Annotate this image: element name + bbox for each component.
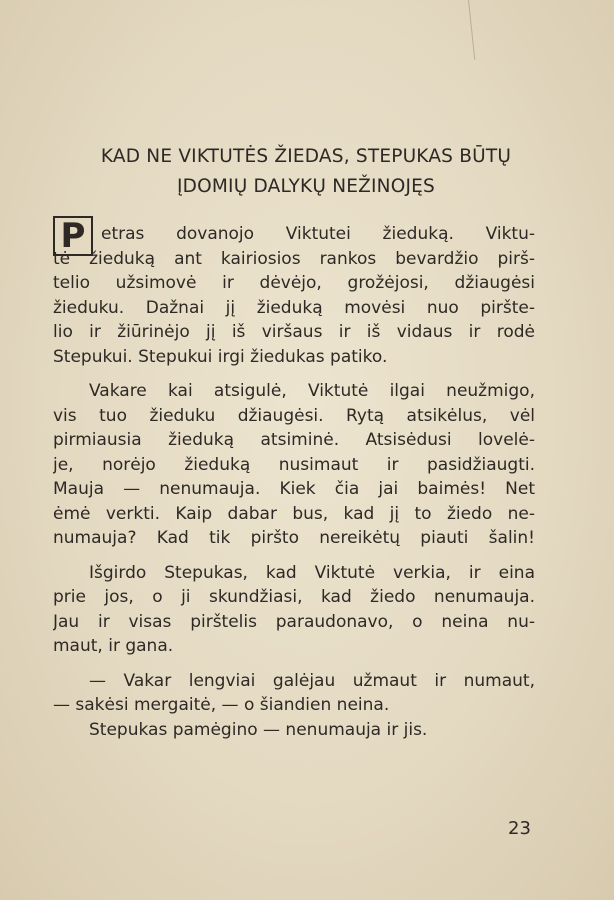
chapter-title (56, 142, 556, 202)
text-line: Jau ir visas pirštelis paraudonavo, o neina nu- (53, 611, 535, 632)
body-text (53, 216, 535, 742)
text-line: numauja? Kad tik piršto nereikėtų piauti šalin! (53, 528, 535, 548)
page-number: 23 (508, 818, 531, 839)
text-line: je, norėjo žieduką nusimaut ir pasidžiaugti. (53, 454, 535, 475)
chapter-title-line-2: ĮDOMIŲ DALYKŲ NEŽINOJĘS (177, 176, 435, 197)
page-crease (468, 0, 475, 60)
text-line: ėmė verkti. Kaip dabar bus, kad jį to žiedo ne- (53, 503, 535, 524)
text-line: Stepukas pamėgino — nenumauja ir jis. (89, 719, 428, 740)
drop-cap: P (53, 216, 93, 256)
text-line: — Vakar lengviai galėjau užmaut ir numaut, (89, 670, 535, 691)
chapter-title-line-1: KAD NE VIKTUTĖS ŽIEDAS, STEPUKAS BŪTŲ (100, 146, 512, 167)
text-line: Stepukui. Stepukui irgi žiedukas patiko. (53, 346, 388, 367)
text-line: pirmiausia žieduką atsiminė. Atsisėdusi lovelė- (53, 430, 535, 450)
text-line: — sakėsi mergaitė, — o šiandien neina. (53, 695, 390, 715)
text-line: tė žieduką ant kairiosios rankos bevardžio pirš- (53, 248, 535, 269)
paragraph-1 (53, 216, 535, 369)
paragraph-4 (53, 669, 535, 743)
text-line: prie jos, o ji skundžiasi, kad žiedo nenumauja. (53, 587, 535, 607)
paragraph-3 (53, 561, 535, 659)
text-line: lio ir žiūrinėjo jį iš viršaus ir iš vidaus ir rodė (53, 322, 535, 342)
text-line: etras dovanojo Viktutei žieduką. Viktu- (101, 224, 535, 244)
text-line: vis tuo žieduku džiaugėsi. Rytą atsikėlus, vėl (53, 405, 535, 426)
text-line: telio užsimovė ir dėvėjo, grožėjosi, džiaugėsi (53, 273, 535, 293)
text-line: maut, ir gana. (53, 636, 174, 656)
text-line: Mauja — nenumauja. Kiek čia jai baimės! Net (53, 479, 535, 499)
text-line: žieduku. Dažnai jį žieduką movėsi nuo piršte- (53, 297, 535, 318)
text-line: Išgirdo Stepukas, kad Viktutė verkia, ir eina (89, 562, 535, 583)
paragraph-2 (53, 379, 535, 551)
text-line: Vakare kai atsigulė, Viktutė ilgai neužmigo, (89, 381, 535, 401)
